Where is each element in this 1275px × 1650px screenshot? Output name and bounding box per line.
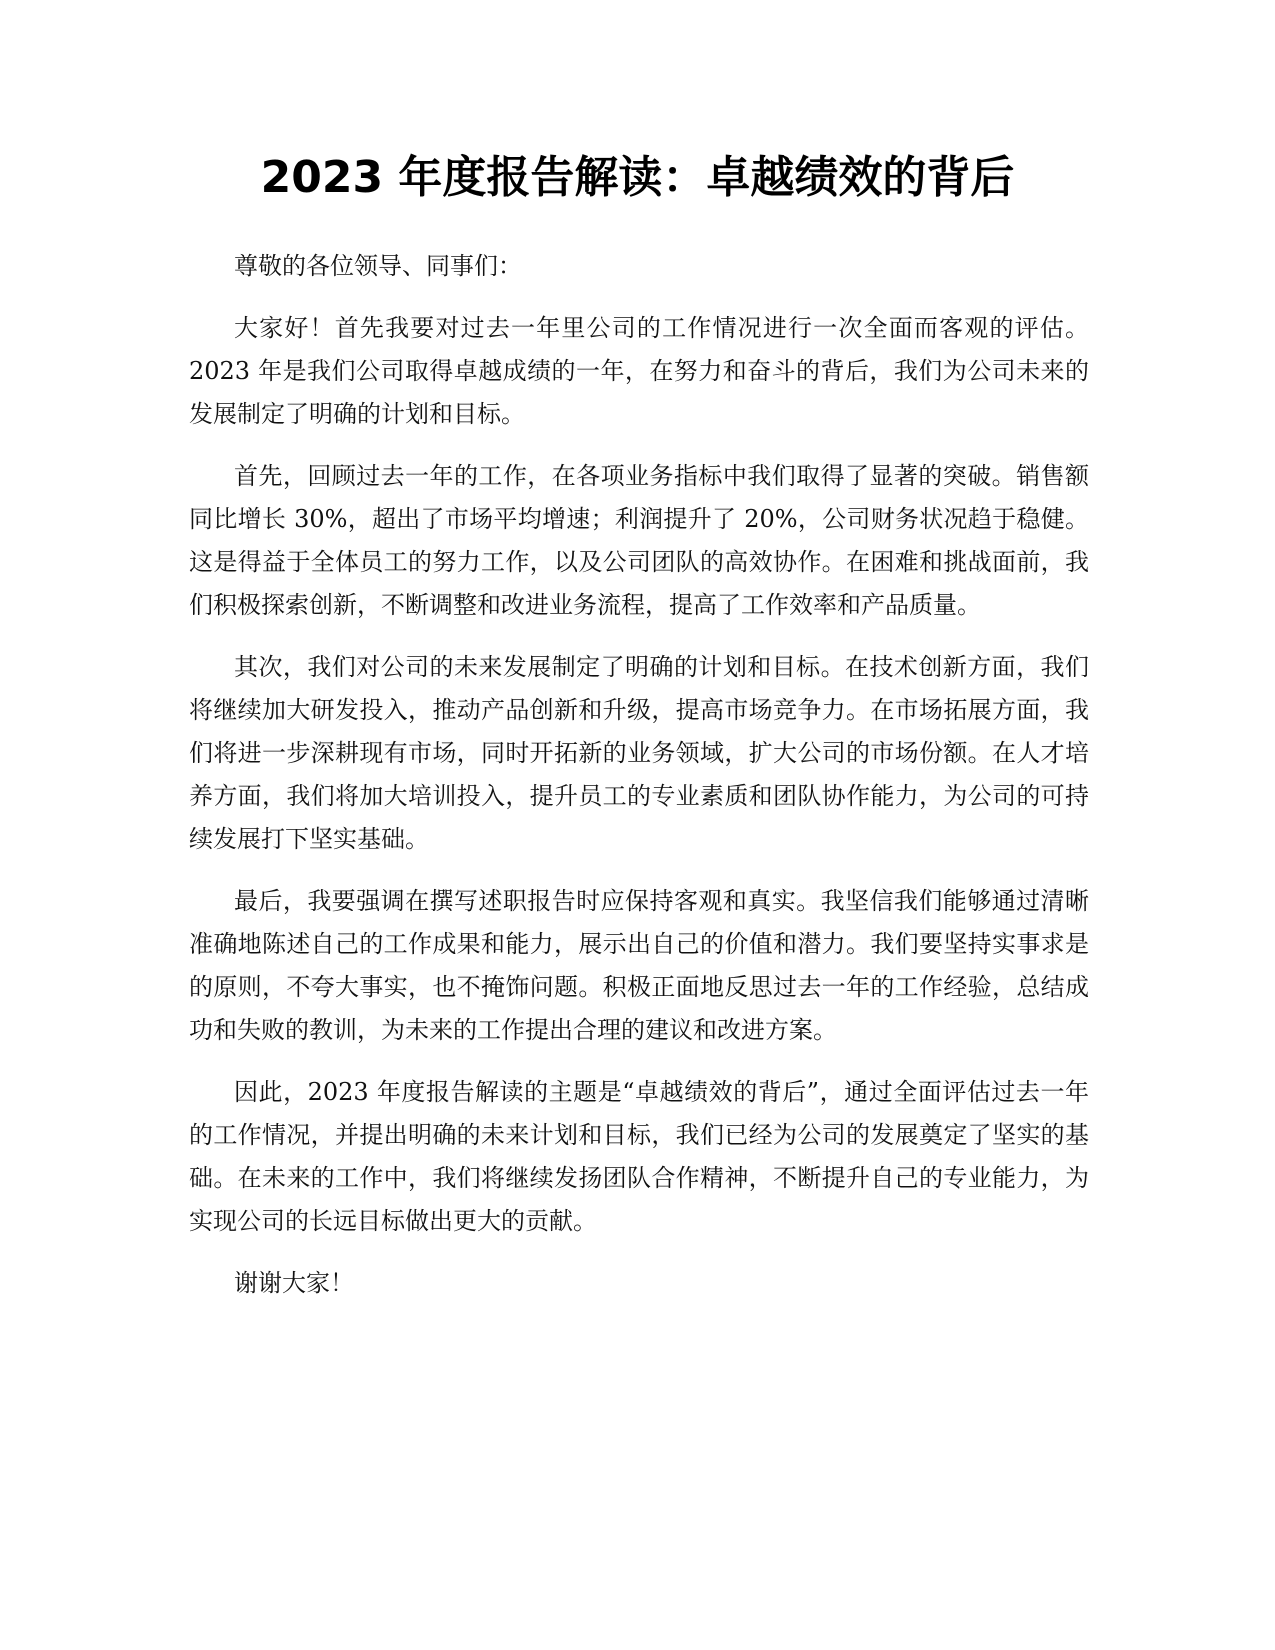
- objectivity-paragraph: 最后，我要强调在撰写述职报告时应保持客观和真实。我坚信我们能够通过清晰准确地陈述自己的工作成果和能力，展示出自己的价值和潜力。我们要坚持实事求是的原则，不夸大事实，也不掩饰问题。积极正面地反思过去一年的工作经验，总结成功和失败的教训，为未来的工作提出合理的建议和改进方案。: [189, 887, 1089, 1044]
- review-paragraph: 首先，回顾过去一年的工作，在各项业务指标中我们取得了显著的突破。销售额同比增长 30%，超出了市场平均增速；利润提升了 20%，公司财务状况趋于稳健。这是得益于全体员工的努力工作，以及公司团队的高效协作。在困难和挑战面前，我们积极探索创新，不断调整和改进业务流程，提高了工作效率和产品质量。: [189, 462, 1089, 619]
- thanks-paragraph: 谢谢大家！: [234, 1269, 354, 1297]
- plan-paragraph: 其次，我们对公司的未来发展制定了明确的计划和目标。在技术创新方面，我们将继续加大研发投入，推动产品创新和升级，提高市场竞争力。在市场拓展方面，我们将进一步深耕现有市场，同时开拓新的业务领域，扩大公司的市场份额。在人才培养方面，我们将加大培训投入，提升员工的专业素质和团队协作能力，为公司的可持续发展打下坚实基础。: [189, 653, 1089, 853]
- document-title: 2023 年度报告解读：卓越绩效的背后: [260, 152, 1015, 203]
- intro-paragraph: 大家好！首先我要对过去一年里公司的工作情况进行一次全面而客观的评估。2023 年是我们公司取得卓越成绩的一年，在努力和奋斗的背后，我们为公司未来的发展制定了明确的计划和目标。: [189, 314, 1089, 428]
- greeting-paragraph: 尊敬的各位领导、同事们：: [234, 252, 522, 280]
- document-body: [189, 245, 1089, 1324]
- conclusion-paragraph: 因此，2023 年度报告解读的主题是“卓越绩效的背后”，通过全面评估过去一年的工作情况，并提出明确的未来计划和目标，我们已经为公司的发展奠定了坚实的基础。在未来的工作中，我们将继续发扬团队合作精神，不断提升自己的专业能力，为实现公司的长远目标做出更大的贡献。: [189, 1078, 1089, 1235]
